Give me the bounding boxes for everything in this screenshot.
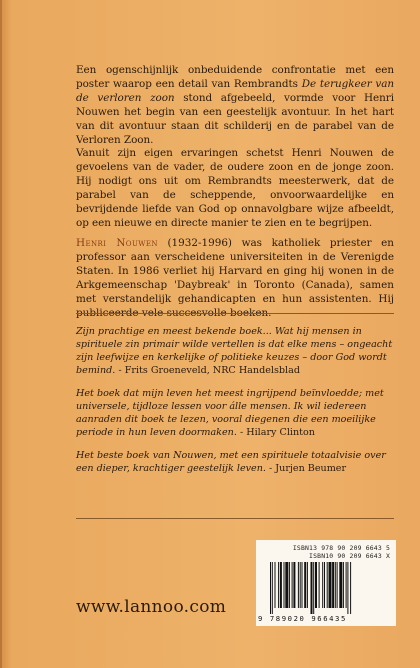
publisher-website[interactable]: www.lannoo.com: [76, 597, 227, 617]
quote-source: - Jurjen Beumer: [265, 463, 347, 474]
book-blurb: [76, 64, 394, 231]
isbn10-text: ISBN10 90 209 6643 X: [309, 552, 390, 560]
ean-number: 9 789020 966435: [258, 614, 347, 623]
author-name: Henri Nouwen: [76, 237, 158, 249]
author-bio-text: (1932-1996) was katholiek priester en professor aan verscheidene universiteiten in de Verenigde Staten. In 1986 verliet hij Harvard en ging hij wonen in de Arkgemeenschap 'Daybreak' in Toronto (Canada), samen met verstandelijk gehandicapten en hun assistenten. Hij publiceerde vele succesvolle boeken.: [76, 237, 394, 319]
review-quote: Het boek dat mijn leven het meest ingrijpend beïnvloedde; met universele, tijdloze lessen voor álle mensen. Ik wil iedereen aanraden dit boek te lezen, vooral diegenen die een moeilijke periode in hun leven doormaken. - Hilary Clinton: [76, 388, 384, 438]
blurb-paragraph-2: Vanuit zijn eigen ervaringen schetst Henri Nouwen de gevoelens van de vader, de oudere zoon en de jonge zoon. Hij nodigt ons uit om Rembrandts meesterwerk, dat de parabel van de scheppende, onvoorwaardelijke en bevrijdende liefde van God op onnavolgbare wijze afbeeldt, op een nieuwe en directe manier te zien en te begrijpen.: [76, 147, 394, 229]
painting-title: De terugkeer van de verloren zoon: [76, 77, 394, 104]
barcode-label: [256, 540, 396, 626]
review-quote: Zijn prachtige en meest bekende boek... Wat hij mensen in spirituele zin primair wilde vertellen is dat elke mens – ongeacht zijn leefwijze en kerkelijke of politieke keuzes – door God wordt bemind. - Frits Groeneveld, NRC Handelsblad: [76, 326, 393, 376]
isbn13-text: ISBN13 978 90 209 6643 5: [292, 544, 390, 552]
divider-bottom: [76, 518, 394, 519]
author-bio: [76, 237, 394, 320]
divider-top: [76, 313, 394, 314]
blurb-paragraph-1: Een ogenschijnlijk onbeduidende confrontatie met een poster waarop een detail van Rembrandts De terugkeer van de verloren zoon stond afgebeeld, vormde voor Henri Nouwen het begin van een geestelijk avontuur. In het hart van dit avontuur staan dit schilderij en de parabel van de Verloren Zoon.: [76, 64, 394, 146]
review-quote: Het beste boek van Nouwen, met een spirituele totaalvisie over een dieper, krachtiger geestelijk leven. - Jurjen Beumer: [76, 450, 386, 474]
quote-source: - Frits Groeneveld, NRC Handelsblad: [115, 365, 300, 376]
quote-source: - Hilary Clinton: [236, 427, 315, 438]
barcode-icon: [268, 562, 388, 614]
review-quotes: [76, 325, 394, 485]
